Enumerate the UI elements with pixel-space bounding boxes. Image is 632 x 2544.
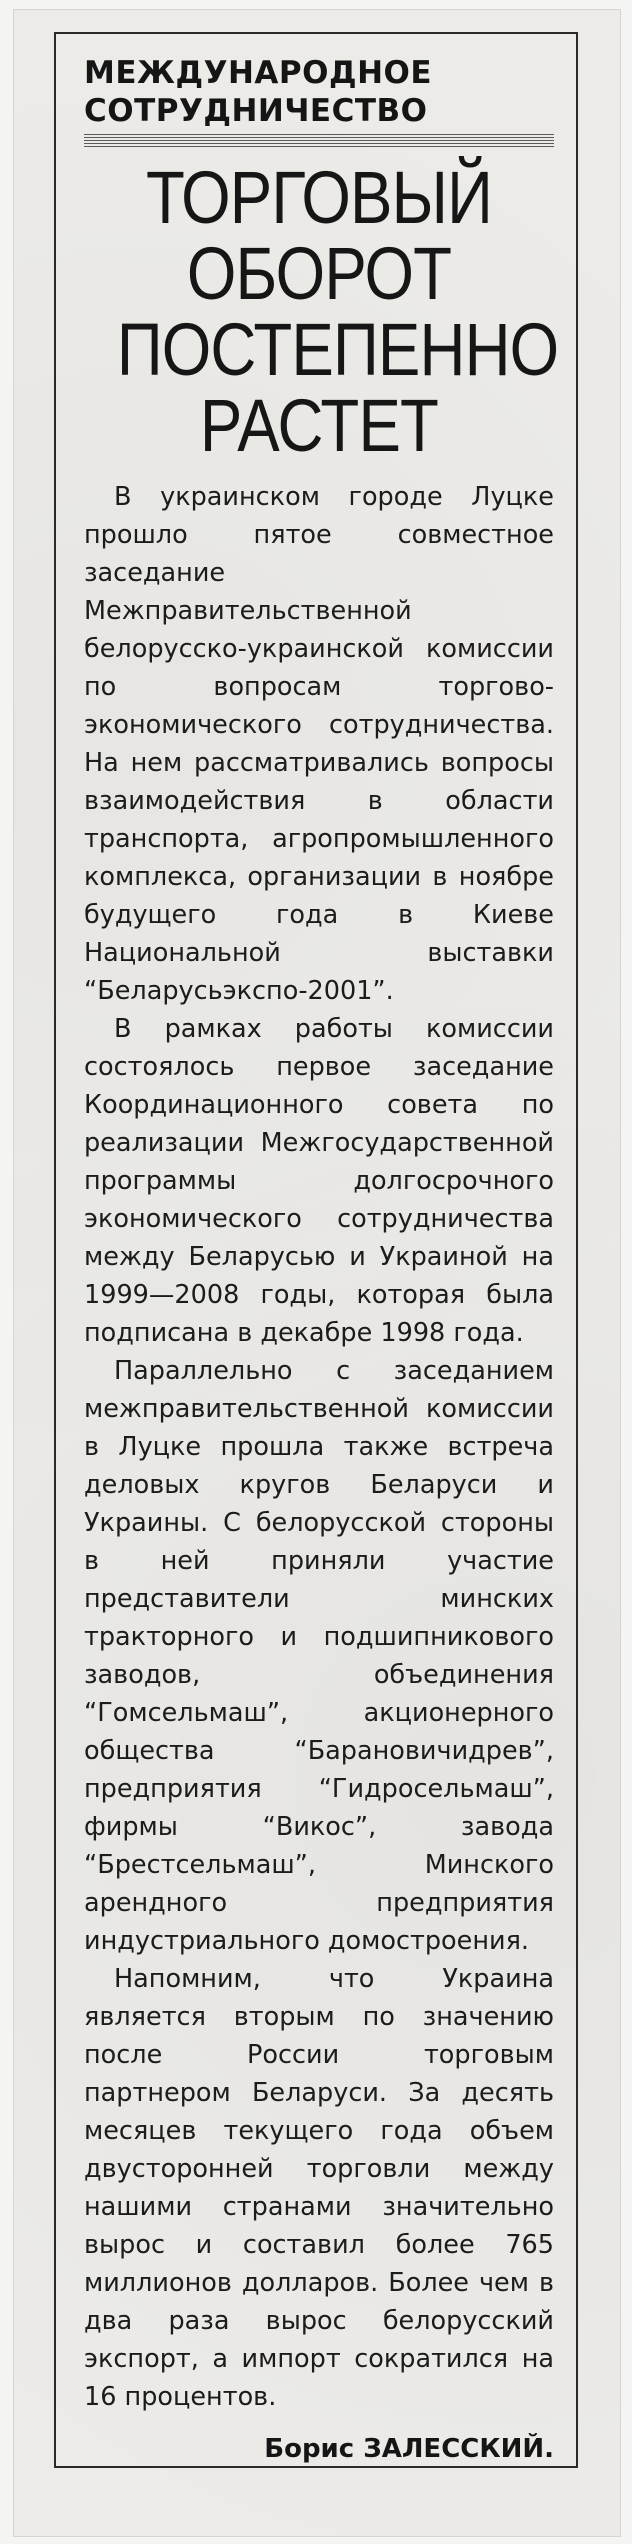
- rubric-line-1: МЕЖДУНАРОДНОЕ: [84, 55, 433, 91]
- newspaper-clipping: [14, 10, 620, 2536]
- article-frame: [54, 32, 578, 2468]
- headline-line-3: ПОСТЕПЕННО: [116, 308, 559, 391]
- article-headline: [116, 156, 559, 467]
- article-body: [56, 34, 576, 2468]
- article-text: [84, 478, 554, 2416]
- rubric-line-2: СОТРУДНИЧЕСТВО: [84, 93, 428, 129]
- section-rubric: [84, 54, 554, 130]
- paragraph-3: Параллельно с заседанием межправительственной комиссии в Луцке прошла также встреча деловых кругов Беларуси и Украины. С белорусской стороны в ней приняли участие представители минских тракторного и подшипникового заводов, объединения “Гомсельмаш”, акционерного общества “Барановичидрев”, предприятия “Гидросельмаш”, фирмы “Викос”, завода “Брестсельмаш”, Минского арендного предприятия индустриального домостроения.: [84, 1356, 554, 1956]
- paragraph-2: В рамках работы комиссии состоялось первое заседание Координационного совета по реализации Межгосударственной программы долгосрочного экономического сотрудничества между Беларусью и Украиной на 1999—2008 годы, которая была подписана в декабре 1998 года.: [84, 1014, 554, 1348]
- headline-line-4: РАСТЕТ: [199, 384, 439, 467]
- rubric-underline-rule: [84, 134, 554, 148]
- headline-line-2: ОБОРОТ: [186, 232, 452, 315]
- paragraph-1: В украинском городе Луцке прошло пятое совместное заседание Межправительственной белорусско-украинской комиссии по вопросам торгово-экономического сотрудничества. На нем рассматривались вопросы взаимодействия в области транспорта, агропромышленного комплекса, организации в ноябре будущего года в Киеве Национальной выставки “Беларусьэкспо-2001”.: [84, 482, 554, 1006]
- author-signature: Борис ЗАЛЕССКИЙ.: [264, 2434, 554, 2464]
- headline-line-1: ТОРГОВЫЙ: [145, 156, 492, 239]
- paragraph-4: Напомним, что Украина является вторым по значению после России торговым партнером Беларуси. За десять месяцев текущего года объем двусторонней торговли между нашими странами значительно вырос и составил более 765 миллионов долларов. Более чем в два раза вырос белорусский экспорт, а импорт сократился на 16 процентов.: [84, 1964, 554, 2412]
